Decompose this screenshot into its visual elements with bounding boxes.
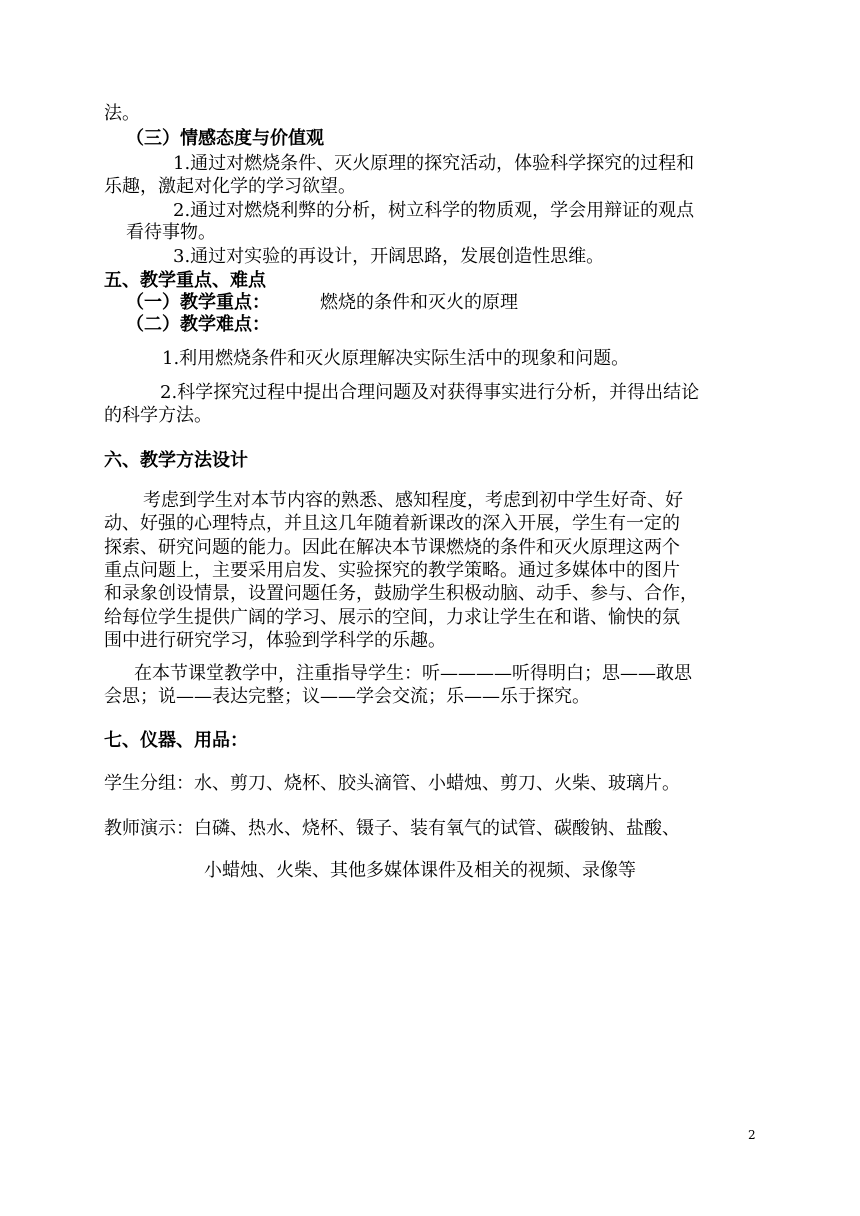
- subheading-key-points: （一）教学重点：: [126, 292, 270, 313]
- text-line: 和录象创设情景，设置问题任务，鼓励学生积极动脑、动手、参与、合作，: [104, 583, 698, 604]
- text-line: 会思；说——表达完整；议——学会交流；乐——乐于探究。: [104, 686, 590, 707]
- subheading-difficulties: （二）教学难点：: [126, 314, 270, 335]
- section-heading-6: 六、教学方法设计: [104, 450, 248, 471]
- text-line: 小蜡烛、火柴、其他多媒体课件及相关的视频、录像等: [204, 860, 636, 881]
- section-heading-5: 五、教学重点、难点: [104, 270, 266, 291]
- text-line: 1.利用燃烧条件和灭火原理解决实际生活中的现象和问题。: [162, 348, 630, 369]
- text-line: 乐趣，激起对化学的学习欲望。: [104, 176, 356, 197]
- text-line: 动、好强的心理特点，并且这几年随着新课改的深入开展，学生有一定的: [104, 513, 680, 534]
- text-line: 1.通过对燃烧条件、灭火原理的探究活动，体验科学探究的过程和: [173, 153, 695, 174]
- text-line: 2.科学探究过程中提出合理问题及对获得事实进行分析，并得出结论: [160, 382, 700, 403]
- text-line: 在本节课堂教学中，注重指导学生：听————听得明白；思——敢思: [134, 663, 692, 684]
- text-line: 学生分组：水、剪刀、烧杯、胶头滴管、小蜡烛、剪刀、火柴、玻璃片。: [104, 773, 680, 794]
- text-line: 教师演示：白磷、热水、烧杯、镊子、装有氧气的试管、碳酸钠、盐酸、: [104, 818, 680, 839]
- section-heading-7: 七、仪器、用品：: [104, 730, 248, 751]
- subheading-affect: （三）情感态度与价值观: [126, 128, 324, 149]
- text-line: 考虑到学生对本节内容的熟悉、感知程度，考虑到初中学生好奇、好: [143, 490, 683, 511]
- text-line: 看待事物。: [126, 222, 216, 243]
- text-line: 3.通过对实验的再设计，开阔思路，发展创造性思维。: [173, 246, 605, 267]
- text-line: 重点问题上，主要采用启发、实验探究的教学策略。通过多媒体中的图片: [104, 560, 680, 581]
- text-line: 法。: [104, 103, 140, 124]
- page-number: 2: [748, 1128, 756, 1142]
- text-line: 探索、研究问题的能力。因此在解决本节课燃烧的条件和灭火原理这两个: [104, 537, 680, 558]
- text-line: 围中进行研究学习，体验到学科学的乐趣。: [104, 630, 446, 651]
- text-line: 2.通过对燃烧利弊的分析，树立科学的物质观，学会用辩证的观点: [173, 200, 695, 221]
- text-line: 的科学方法。: [104, 405, 212, 426]
- text-line: 给每位学生提供广阔的学习、展示的空间，力求让学生在和谐、愉快的氛: [104, 607, 680, 628]
- key-points-text: 燃烧的条件和灭火的原理: [320, 292, 518, 313]
